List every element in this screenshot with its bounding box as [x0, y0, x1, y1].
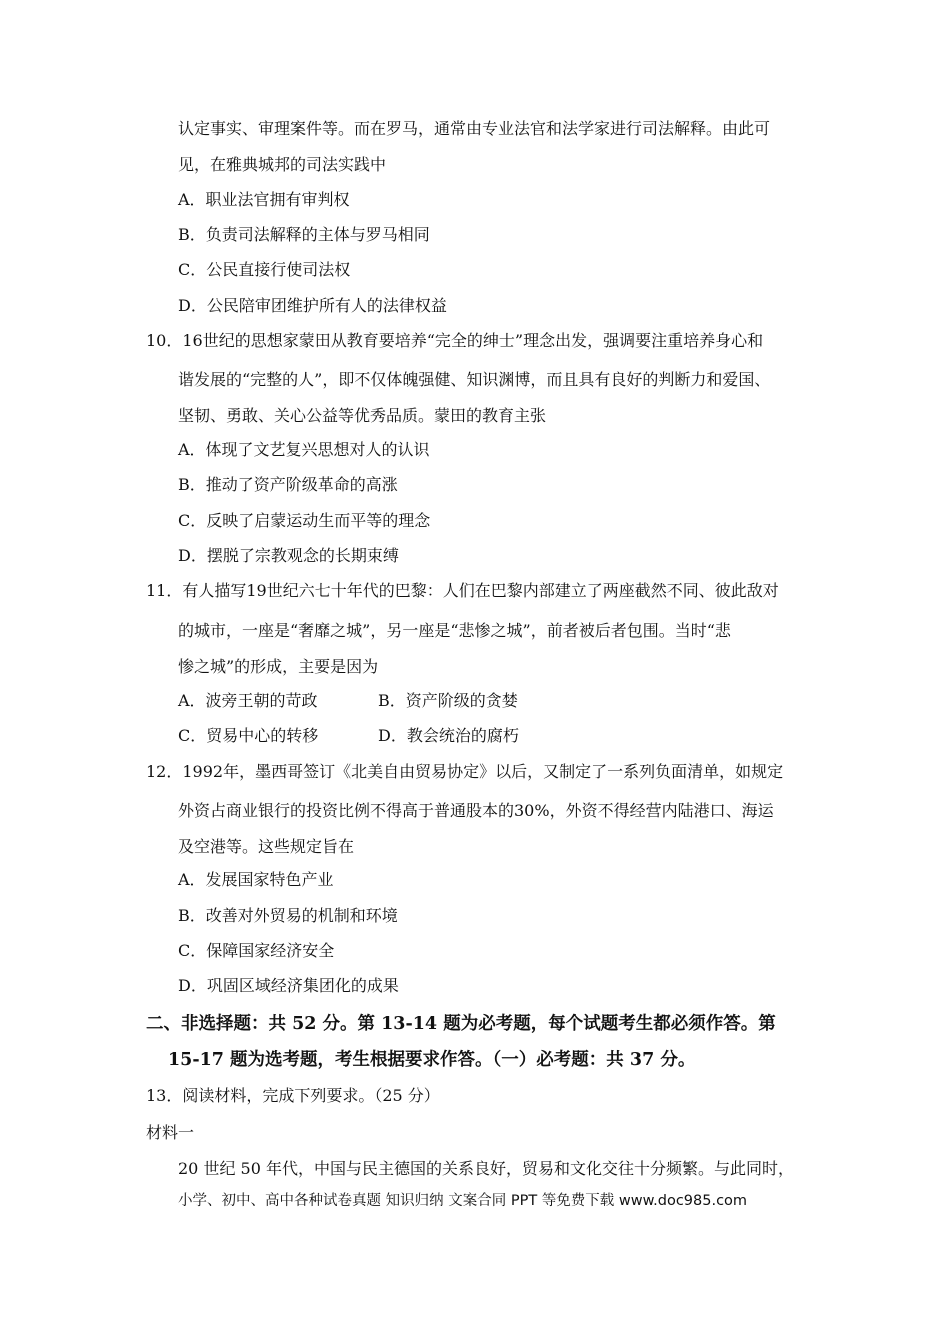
q10-option-c: C．反映了启蒙运动生而平等的理念: [178, 511, 431, 530]
q9-option-c: C．公民直接行使司法权: [178, 260, 351, 279]
q9-option-d: D．公民陪审团维护所有人的法律权益: [178, 296, 447, 315]
q12-option-b: B．改善对外贸易的机制和环境: [178, 906, 398, 925]
q10-line-1: 10．16世纪的思想家蒙田从教育要培养“完全的绅士”理念出发，强调要注重培养身心和: [146, 331, 764, 350]
q10-line-2: 谐发展的“完整的人”，即不仅体魄强健、知识渊博，而且具有良好的判断力和爱国、: [178, 370, 771, 389]
q9-line-1: 认定事实、审理案件等。而在罗马，通常由专业法官和法学家进行司法解释。由此可: [178, 119, 771, 138]
q11-line-2: 的城市，一座是“奢靡之城”，另一座是“悲惨之城”，前者被后者包围。当时“悲: [178, 621, 731, 640]
q11-option-a: A．波旁王朝的苛政: [178, 691, 318, 710]
section-2-heading-line-2: 15-17 题为选考题，考生根据要求作答。（一）必考题：共 37 分。: [168, 1050, 696, 1070]
q11-option-d: D．教会统治的腐朽: [378, 726, 519, 745]
q12-line-2: 外资占商业银行的投资比例不得高于普通股本的30%，外资不得经营内陆港口、海运: [178, 801, 774, 820]
q10-option-b: B．推动了资产阶级革命的高涨: [178, 475, 398, 494]
q10-option-d: D．摆脱了宗教观念的长期束缚: [178, 546, 399, 565]
q9-option-b: B．负责司法解释的主体与罗马相同: [178, 225, 430, 244]
q12-option-c: C．保障国家经济安全: [178, 941, 335, 960]
q13-material-label: 材料一: [146, 1123, 195, 1142]
q10-line-3: 坚韧、勇敢、关心公益等优秀品质。蒙田的教育主张: [178, 406, 547, 425]
q9-option-a: A．职业法官拥有审判权: [178, 190, 350, 209]
q12-line-1: 12．1992年，墨西哥签订《北美自由贸易协定》以后，又制定了一系列负面清单，如规定: [146, 762, 784, 781]
q10-option-a: A．体现了文艺复兴思想对人的认识: [178, 440, 430, 459]
q11-option-b: B．资产阶级的贪婪: [378, 691, 518, 710]
q13-line-1: 13．阅读材料，完成下列要求。（25 分）: [146, 1086, 440, 1105]
q9-line-2: 见，在雅典城邦的司法实践中: [178, 155, 387, 174]
q12-line-3: 及空港等。这些规定旨在: [178, 837, 355, 856]
q12-option-d: D．巩固区域经济集团化的成果: [178, 976, 399, 995]
q12-option-a: A．发展国家特色产业: [178, 870, 334, 889]
q11-line-3: 惨之城”的形成，主要是因为: [178, 657, 379, 676]
section-2-heading-line-1: 二、非选择题：共 52 分。第 13-14 题为必考题，每个试题考生都必须作答。第: [146, 1014, 776, 1034]
q11-option-c: C．贸易中心的转移: [178, 726, 319, 745]
page-footer: 小学、初中、高中各种试卷真题 知识归纳 文案合同 PPT 等免费下载 www.doc985.com: [178, 1193, 748, 1209]
q13-material-line-1: 20 世纪 50 年代，中国与民主德国的关系良好，贸易和文化交往十分频繁。与此同时，: [178, 1159, 794, 1178]
q11-line-1: 11．有人描写19世纪六七十年代的巴黎：人们在巴黎内部建立了两座截然不同、彼此敌对: [146, 581, 779, 600]
